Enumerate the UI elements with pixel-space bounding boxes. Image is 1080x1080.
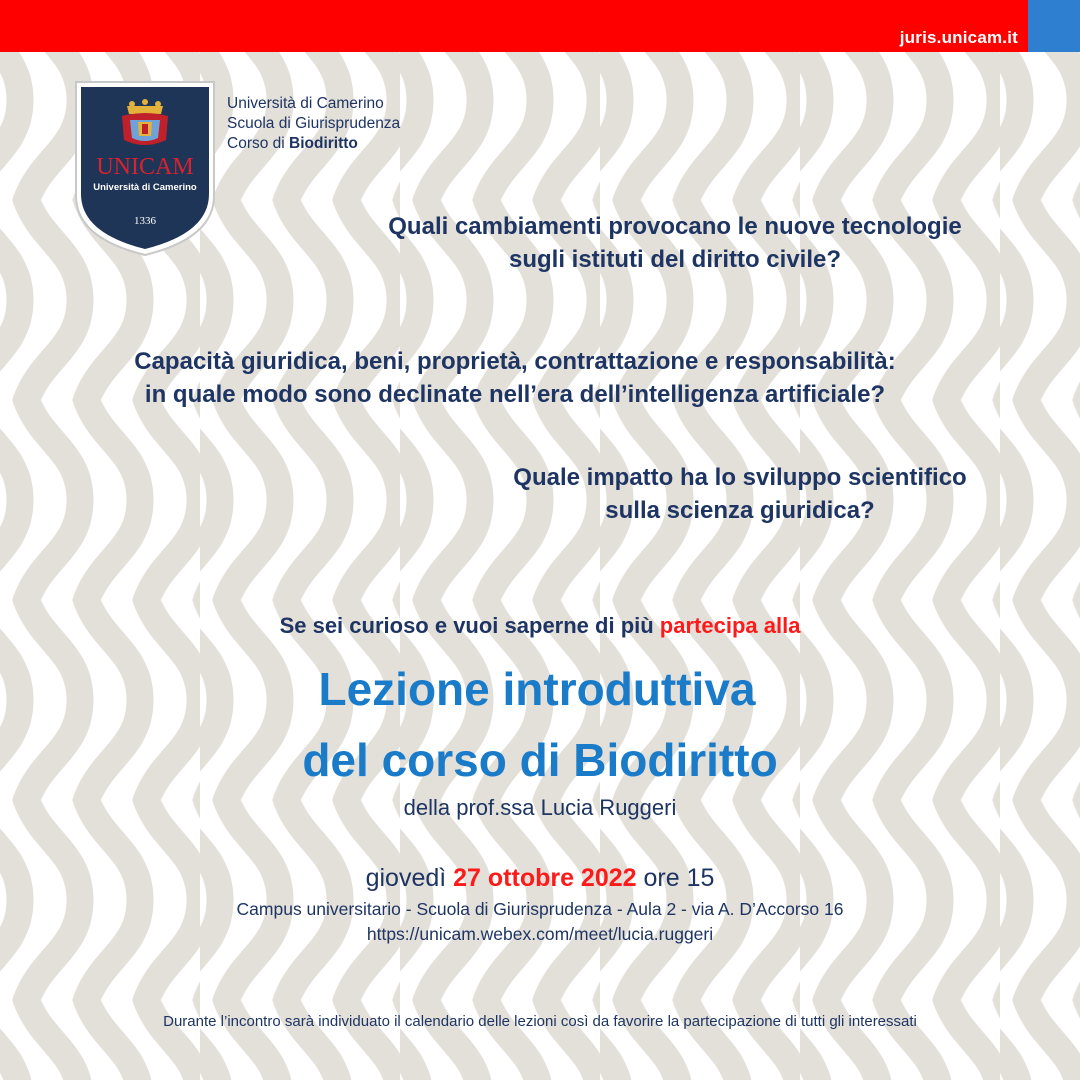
event-day: giovedì xyxy=(365,864,454,892)
event-datetime xyxy=(0,864,1080,893)
institution-block xyxy=(227,94,400,154)
institution-course xyxy=(227,134,400,154)
lead-highlight: partecipa alla xyxy=(659,613,801,638)
course-name: Biodiritto xyxy=(289,135,358,152)
institution-university: Università di Camerino xyxy=(227,95,384,112)
unicam-shield-logo xyxy=(72,78,218,258)
header-bar-blue xyxy=(1028,0,1080,52)
event-speaker: della prof.ssa Lucia Ruggeri xyxy=(403,795,677,820)
question-3 xyxy=(460,461,1020,527)
footer-note: Durante l’incontro sarà individuato il calendario delle lezioni così da favorire la partecipazione di tutti gli interessati xyxy=(163,1013,917,1030)
question-3-line-1: Quale impatto ha lo sviluppo scientifico xyxy=(513,464,967,491)
event-date: 27 ottobre 2022 xyxy=(453,864,637,892)
event-webex-link[interactable]: https://unicam.webex.com/meet/lucia.ruggeri xyxy=(366,924,714,944)
question-2-line-1: Capacità giuridica, beni, proprietà, contrattazione e responsabilità: xyxy=(134,348,896,375)
logo-subtitle: Università di Camerino xyxy=(93,182,197,193)
header-bar-red xyxy=(0,0,1028,52)
event-title-line-1: Lezione introduttiva xyxy=(318,663,756,715)
institution-school: Scuola di Giurisprudenza xyxy=(227,115,401,132)
question-3-line-2: sulla scienza giuridica? xyxy=(605,497,875,524)
event-time: ore 15 xyxy=(636,864,715,892)
course-prefix: Corso di xyxy=(227,135,290,152)
site-url-link[interactable]: juris.unicam.it xyxy=(899,28,1018,47)
question-2 xyxy=(40,345,990,411)
logo-year: 1336 xyxy=(134,215,156,227)
invitation-lead xyxy=(0,613,1080,639)
question-1-line-1: Quali cambiamenti provocano le nuove tecnologie xyxy=(388,213,962,240)
lead-text: Se sei curioso e vuoi saperne di più xyxy=(279,613,660,638)
question-1 xyxy=(330,210,1020,276)
question-2-line-2: in quale modo sono declinate nell’era dell’intelligenza artificiale? xyxy=(144,381,886,408)
event-title-line-2: del corso di Biodiritto xyxy=(302,734,778,786)
question-1-line-2: sugli istituti del diritto civile? xyxy=(508,246,842,273)
logo-wordmark: UNICAM xyxy=(96,154,194,180)
event-location: Campus universitario - Scuola di Giurisprudenza - Aula 2 - via A. D’Accorso 16 xyxy=(236,899,844,919)
